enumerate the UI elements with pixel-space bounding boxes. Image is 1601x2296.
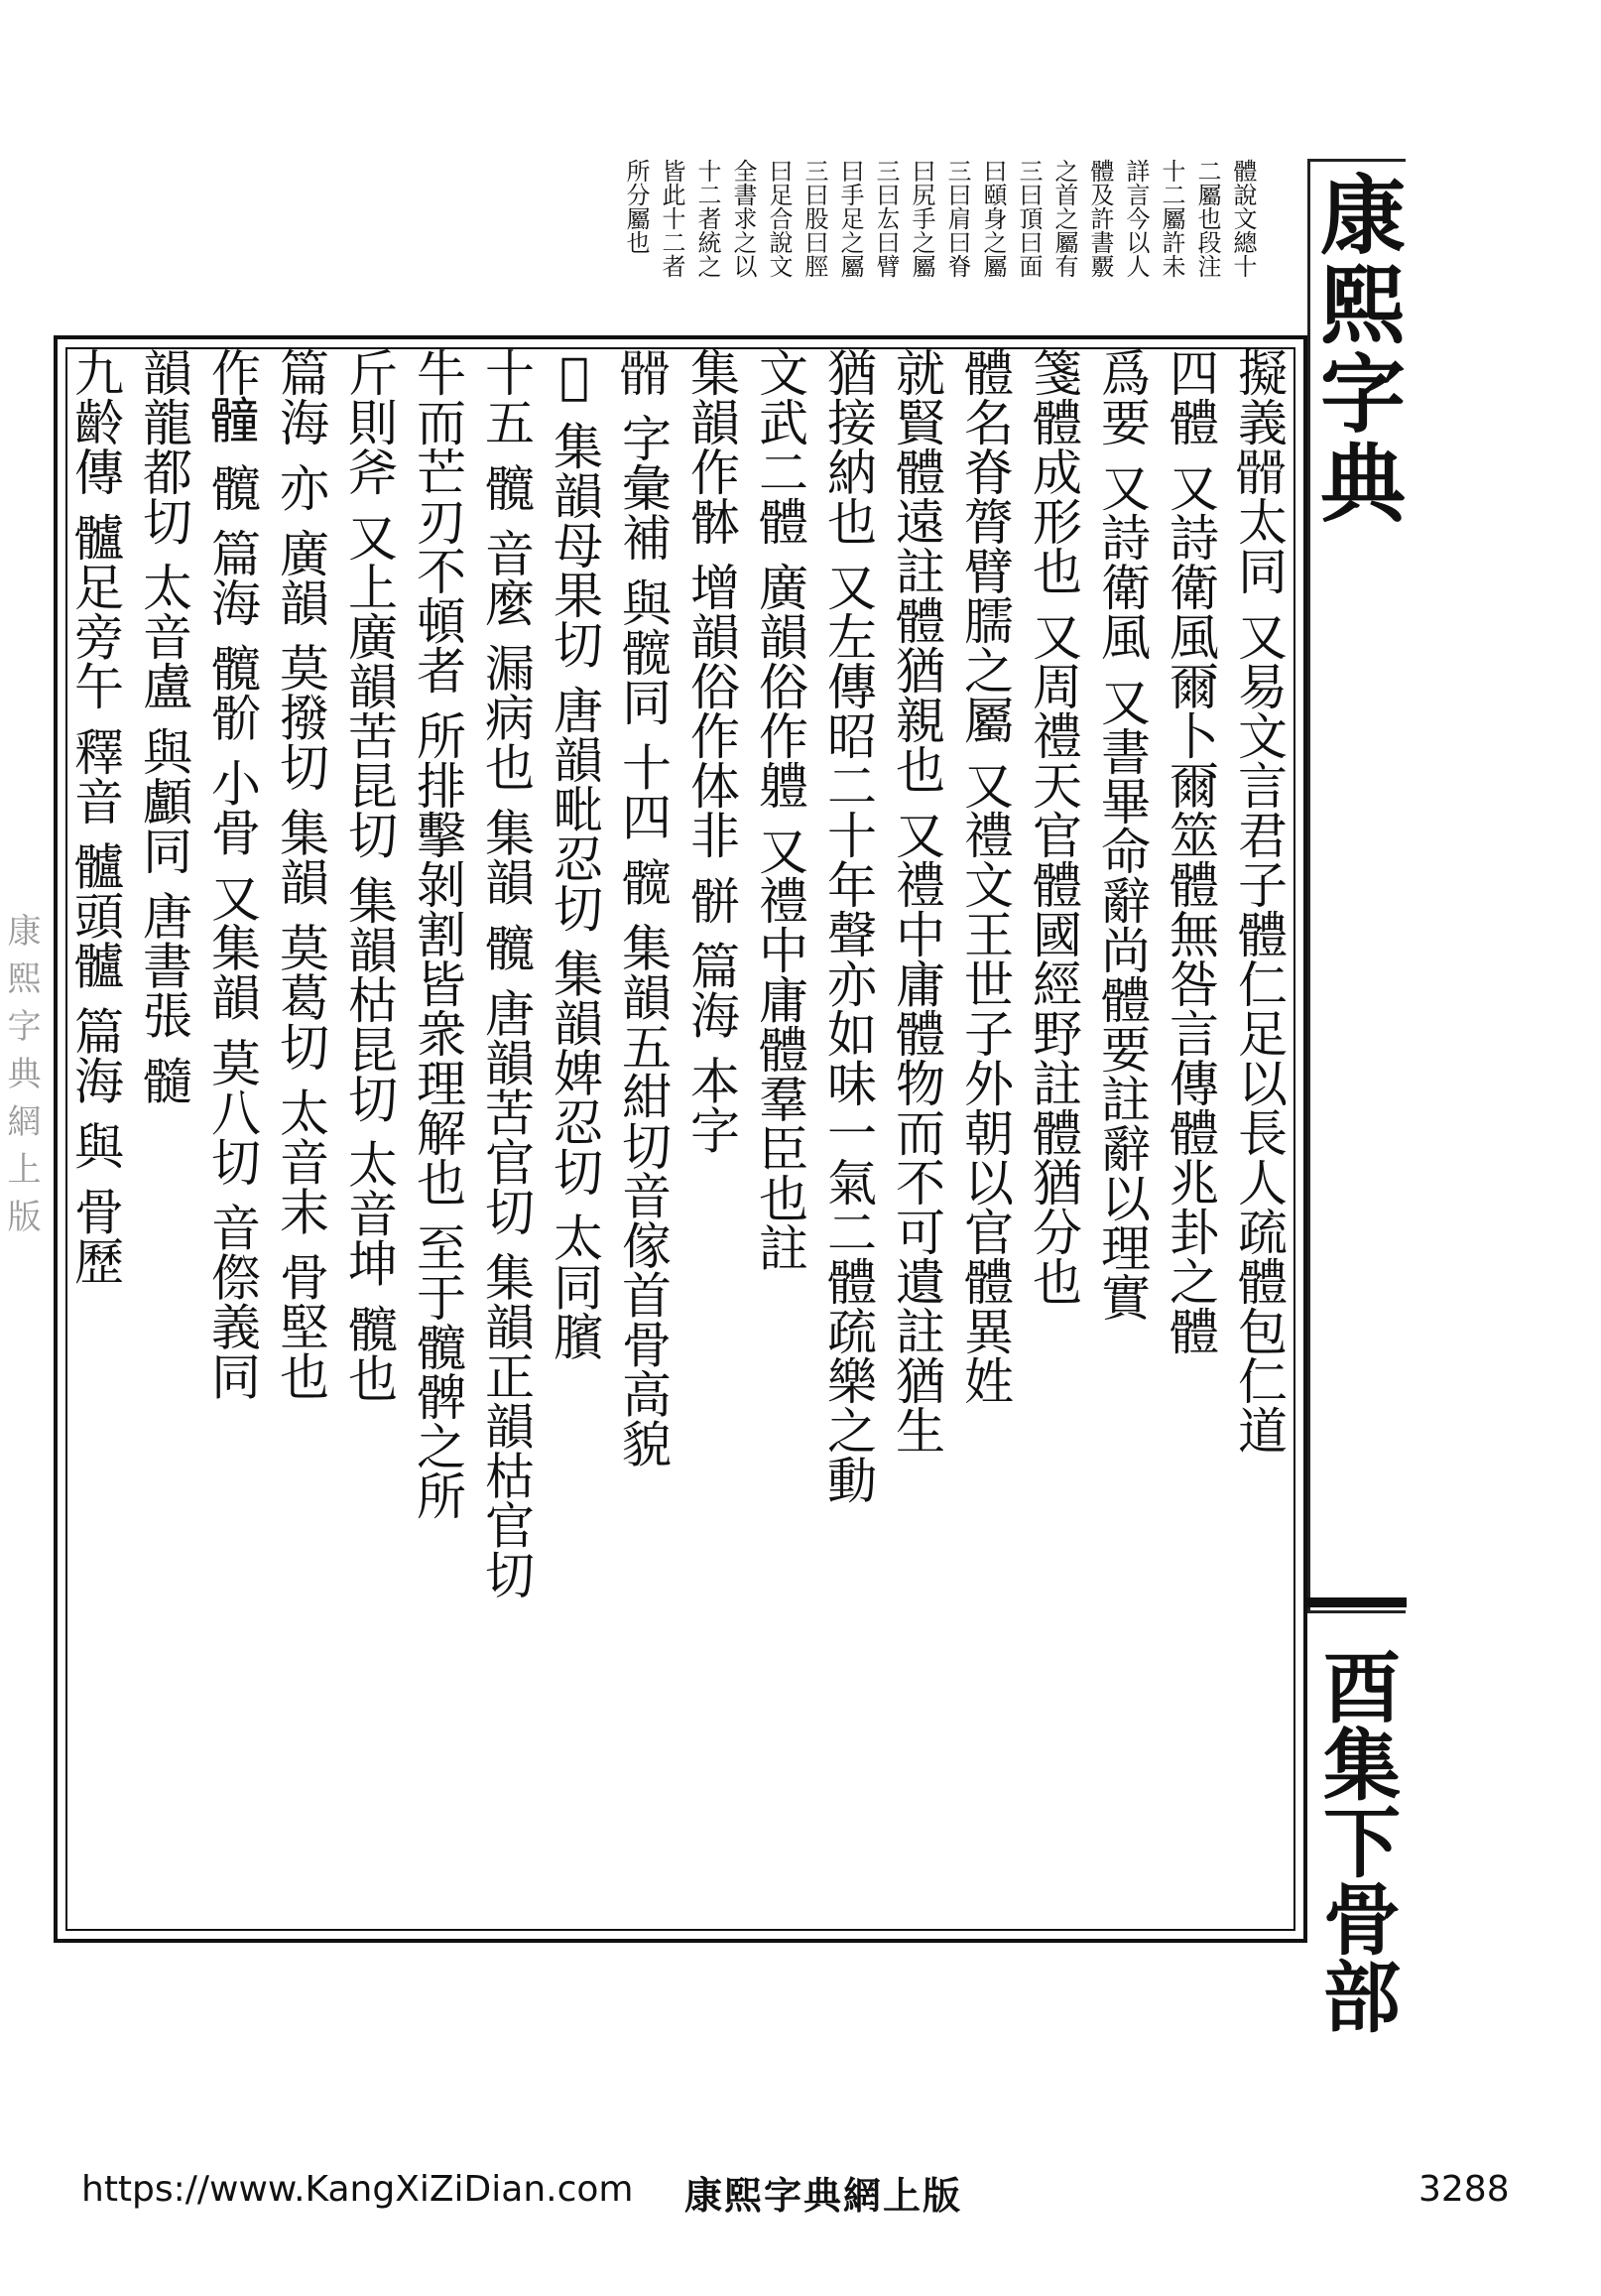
annotation-column: 所分屬也 — [622, 159, 650, 254]
header-divider — [1307, 1597, 1407, 1607]
text-column: 作𩪘 髖 篇海 髖骱 小骨 又集韻 莫八切 音傺義同 — [203, 347, 261, 1401]
text-column: 箋體成形也 又周禮天官體國經野註體猶分也 — [1025, 347, 1082, 1306]
text-column: 體名脊膂臂臑之屬 又禮文王世子外朝以官體異姓 — [956, 347, 1014, 1405]
site-url-link[interactable]: https://www.KangXiZiDian.com — [81, 2169, 634, 2210]
annotation-column: 皆此十二者 — [658, 159, 685, 278]
text-column: 斤則斧 又上廣韻苦昆切 集韻枯昆切 太音坤 髖也 — [340, 347, 398, 1403]
text-column: 集韻作骵 增韻俗作体非 骿 篇海 本字 — [682, 347, 740, 1155]
text-column: 九齡傳 髗足旁午 釋音 髗頭髗 篇海 與 骨歷 — [66, 347, 124, 1286]
page-title: 康熙字典 — [1305, 171, 1406, 528]
top-annotation — [605, 159, 1260, 337]
annotation-column: 三曰股曰脛 — [800, 159, 828, 278]
annotation-column: 曰手足之屬 — [836, 159, 864, 278]
annotation-column: 詳言今以人 — [1122, 159, 1150, 278]
text-column: 爲要 又詩衛風 又書畢命辭尚體要註辭以理實 — [1093, 347, 1151, 1322]
annotation-column: 體說文總十 — [1229, 159, 1257, 278]
text-column: 猶接納也 又左傳昭二十年聲亦如味一氣二體疏樂之動 — [819, 347, 877, 1504]
annotation-column: 三曰頂曰面 — [1015, 159, 1043, 278]
text-column: 𩩻 集韻母果切 唐韻毗忍切 集韻婢忍切 太同臏 — [546, 347, 603, 1361]
annotation-column: 全書求之以 — [729, 159, 757, 278]
annotation-column: 曰尻手之屬 — [908, 159, 935, 278]
text-column: 四體 又詩衛風爾卜爾筮體無咎言傳體兆卦之體 — [1162, 347, 1219, 1355]
annotation-column: 曰頤身之屬 — [979, 159, 1007, 278]
text-column: 篇海 亦 廣韻 莫撥切 集韻 莫葛切 太音末 骨堅也 — [272, 347, 329, 1401]
entry-columns — [63, 347, 1293, 1931]
annotation-column: 十二者統之 — [693, 159, 721, 278]
text-column: 文武二體 廣韻俗作軆 又禮中庸體羣臣也註 — [751, 347, 808, 1272]
annotation-column: 三曰厷曰臂 — [872, 159, 900, 278]
annotation-column: 曰足合說文 — [765, 159, 793, 278]
side-watermark: 康熙字典網上版 — [1, 913, 41, 1246]
section-label: 酉集下骨部 — [1310, 1647, 1401, 2034]
footer-title: 康熙字典網上版 — [684, 2173, 963, 2218]
text-column: 韻龍都切 太音盧 與顱同 唐書張 髓 — [135, 347, 192, 1105]
annotation-column: 之首之屬有 — [1050, 159, 1078, 278]
annotation-column: 體及許書覈 — [1086, 159, 1114, 278]
text-column: 十五 髖 音麼 漏病也 集韻 髖 唐韻苦官切 集韻正韻枯官切 — [477, 347, 535, 1599]
annotation-column: 三曰肩曰脊 — [943, 159, 971, 278]
text-column: 擬義𩪆太同 又易文言君子體仁足以長人疏體包仁道 — [1230, 347, 1288, 1455]
text-column: 𩪆 字彙補 與髋同 十四 髋 集韻五紺切音傢首骨高貌 — [614, 347, 672, 1468]
text-column: 就賢體遠註體猶親也 又禮中庸體物而不可遺註猶生 — [888, 347, 945, 1455]
annotation-column: 二屬也段注 — [1193, 159, 1221, 278]
text-column: 牛而芒刃不頓者 所排擊剝割皆衆理解也 至于髖髀之所 — [409, 347, 466, 1520]
page-number: 3288 — [1418, 2169, 1510, 2210]
annotation-column: 十二屬許未 — [1158, 159, 1185, 278]
